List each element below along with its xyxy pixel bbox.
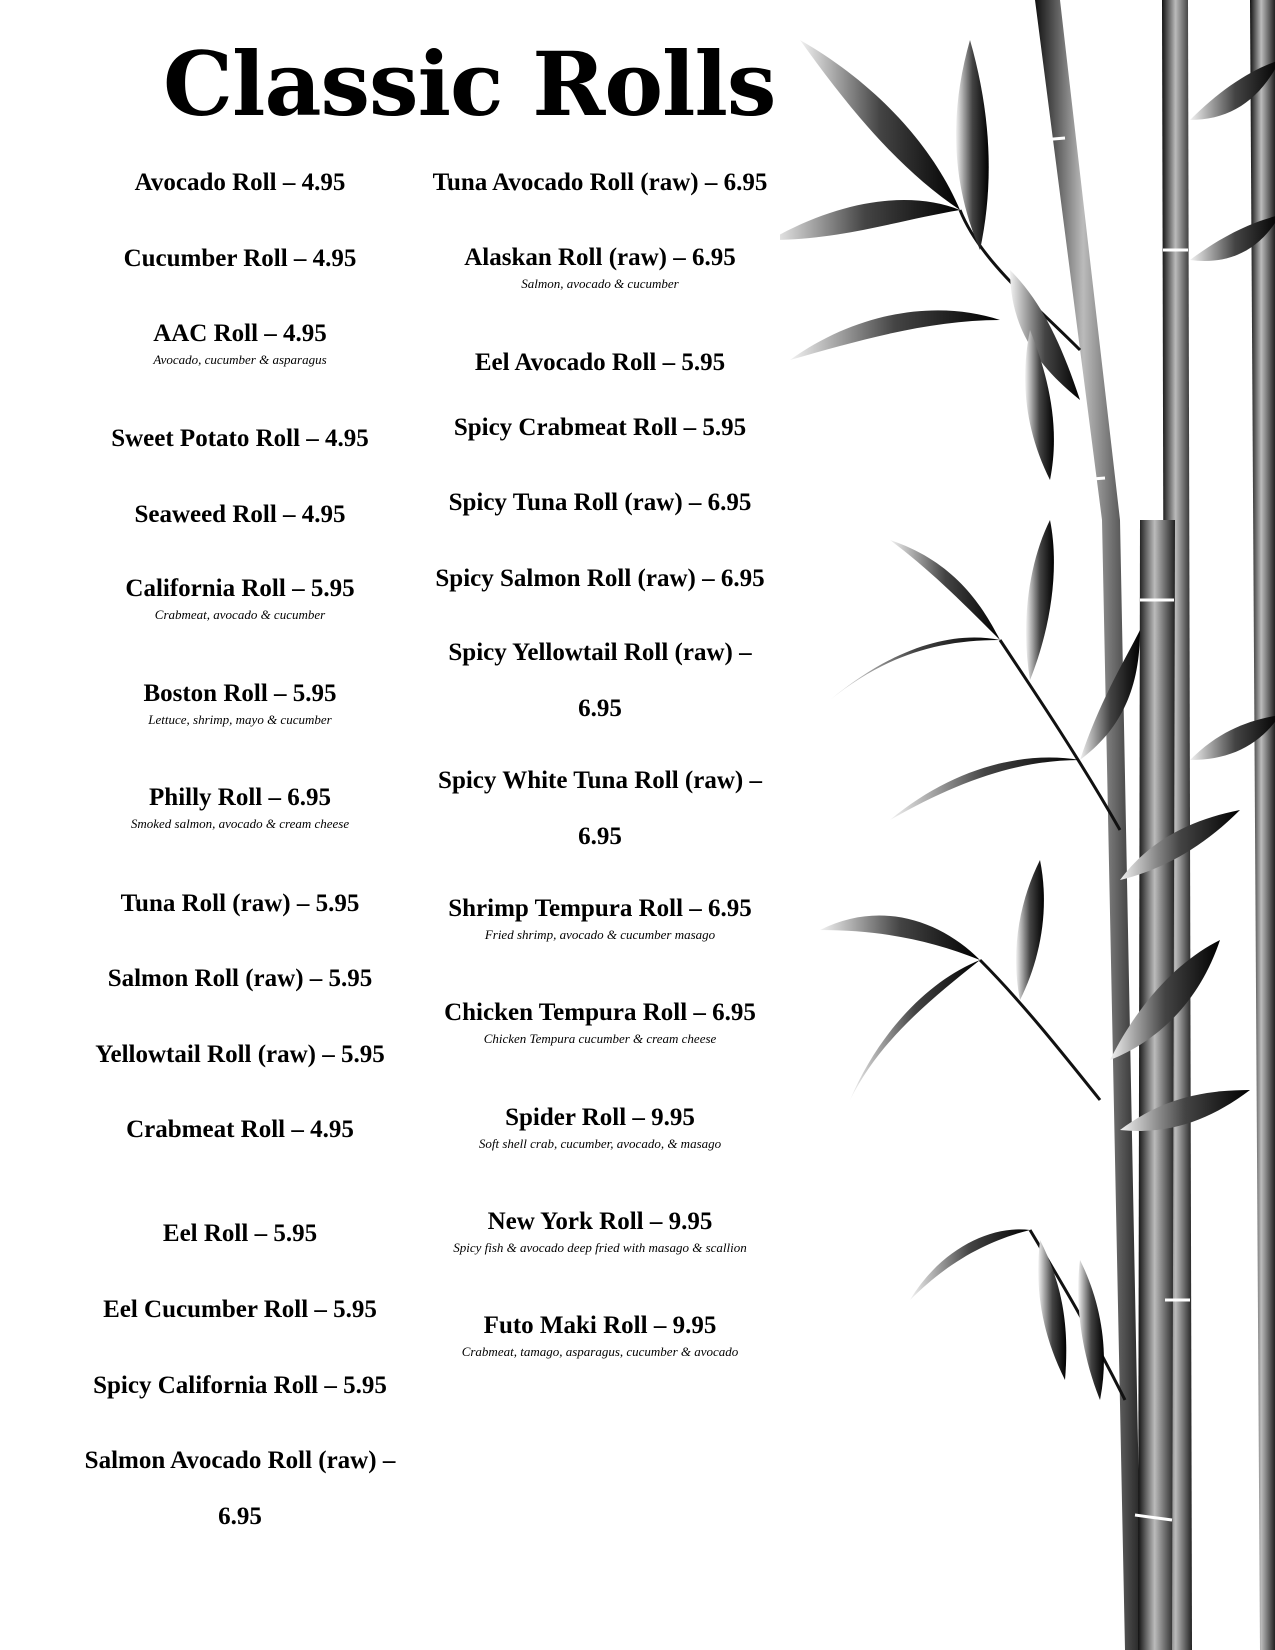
menu-item	[70, 951, 410, 1007]
menu-item	[70, 231, 410, 287]
menu-item	[70, 155, 410, 211]
menu-item	[70, 1358, 410, 1414]
menu-item	[425, 475, 775, 531]
menu-item-name: Alaskan Roll (raw) – 6.95	[464, 244, 736, 271]
menu-item-name: Boston Roll – 5.95	[143, 680, 337, 707]
menu-item-name: Spicy Crabmeat Roll – 5.95	[453, 414, 747, 441]
menu-item-name: Yellowtail Roll (raw) – 5.95	[95, 1041, 385, 1068]
menu-item	[425, 335, 775, 391]
menu-item-name: Spicy Yellowtail Roll (raw) – 6.95	[448, 639, 752, 722]
menu-item	[70, 411, 410, 467]
menu-item-description: Soft shell crab, cucumber, avocado, & masago	[478, 1136, 722, 1151]
menu-item	[425, 400, 775, 456]
menu-item-name: Spicy Salmon Roll (raw) – 6.95	[435, 565, 765, 592]
menu-item	[425, 985, 775, 1047]
menu-item-name: Salmon Avocado Roll (raw) – 6.95	[84, 1447, 396, 1530]
menu-item-name: Spicy White Tuna Roll (raw) – 6.95	[438, 767, 762, 850]
menu-item-name: Crabmeat Roll – 4.95	[126, 1116, 354, 1143]
menu-item-name: Salmon Roll (raw) – 5.95	[107, 965, 373, 992]
menu-item-name: Tuna Roll (raw) – 5.95	[120, 890, 360, 917]
menu-item	[425, 1298, 775, 1360]
menu-item-name: Spicy Tuna Roll (raw) – 6.95	[448, 489, 752, 516]
menu-item	[70, 1102, 410, 1158]
menu-item	[425, 881, 775, 943]
menu-item	[425, 753, 775, 865]
menu-item	[425, 1194, 775, 1256]
menu-item-description: Fried shrimp, avocado & cucumber masago	[484, 927, 716, 942]
menu-item-name: Spider Roll – 9.95	[505, 1104, 695, 1131]
bamboo-illustration	[780, 0, 1275, 1650]
menu-item-description: Spicy fish & avocado deep fried with masago & scallion	[453, 1240, 747, 1255]
menu-item-name: Eel Cucumber Roll – 5.95	[103, 1296, 377, 1323]
menu-item	[425, 1090, 775, 1152]
menu-item-name: Futo Maki Roll – 9.95	[483, 1312, 717, 1339]
menu-item	[70, 876, 410, 932]
menu-item	[425, 230, 775, 292]
menu-item	[70, 1027, 410, 1083]
menu-item-name: California Roll – 5.95	[125, 575, 355, 602]
menu-item-name: AAC Roll – 4.95	[153, 320, 327, 347]
menu-item-name: Eel Roll – 5.95	[162, 1220, 318, 1247]
menu-item	[425, 625, 775, 737]
menu-item-name: Eel Avocado Roll – 5.95	[474, 349, 726, 376]
menu-item	[70, 1433, 410, 1545]
menu-item	[70, 666, 410, 728]
menu-item-name: Seaweed Roll – 4.95	[134, 501, 346, 528]
menu-item-name: New York Roll – 9.95	[487, 1208, 713, 1235]
menu-item-name: Philly Roll – 6.95	[149, 784, 331, 811]
menu-item	[70, 487, 410, 543]
menu-item	[70, 561, 410, 623]
menu-item-description: Crabmeat, avocado & cucumber	[154, 607, 326, 622]
menu-item	[425, 551, 775, 607]
menu-item-description: Chicken Tempura cucumber & cream cheese	[483, 1031, 717, 1046]
menu-item-name: Chicken Tempura Roll – 6.95	[444, 999, 756, 1026]
menu-item-description: Smoked salmon, avocado & cream cheese	[130, 816, 350, 831]
menu-item	[70, 1282, 410, 1338]
menu-item	[425, 155, 775, 211]
menu-item	[70, 306, 410, 368]
menu-item-name: Shrimp Tempura Roll – 6.95	[448, 895, 752, 922]
menu-item-description: Avocado, cucumber & asparagus	[153, 352, 327, 367]
menu-item-description: Crabmeat, tamago, asparagus, cucumber & avocado	[461, 1344, 739, 1359]
menu-item-name: Cucumber Roll – 4.95	[123, 245, 357, 272]
menu-item-name: Avocado Roll – 4.95	[134, 169, 346, 196]
menu-item-description: Lettuce, shrimp, mayo & cucumber	[148, 712, 332, 727]
menu-item-name: Sweet Potato Roll – 4.95	[111, 425, 369, 452]
menu-item	[70, 1206, 410, 1262]
menu-item-name: Spicy California Roll – 5.95	[93, 1372, 387, 1399]
page-title: Classic Rolls	[163, 32, 776, 136]
menu-item	[70, 770, 410, 832]
menu-item-description: Salmon, avocado & cucumber	[521, 276, 679, 291]
menu-item-name: Tuna Avocado Roll (raw) – 6.95	[432, 169, 768, 196]
